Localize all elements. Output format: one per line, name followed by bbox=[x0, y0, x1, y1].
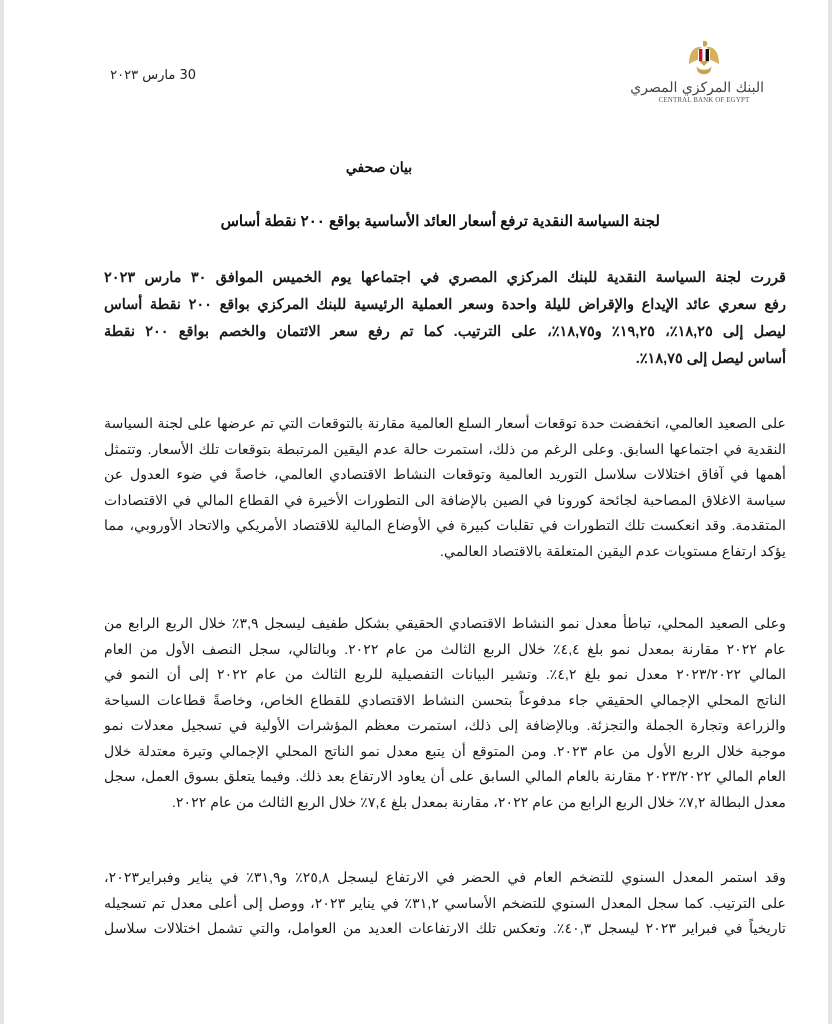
paragraph-line: أساس ليصل إلى ١٨,٧٥٪. bbox=[635, 351, 786, 367]
document-title: لجنة السياسة النقدية ترفع أسعار العائد الأساسية بواقع ٢٠٠ نقطة أساس bbox=[220, 213, 660, 230]
paragraph-line: والزراعة وتجارة الجملة والتجزئة. وبالإضافة إلى ذلك، استمرت معظم المؤشرات الأولية في تسجيل معدلات نمو bbox=[104, 718, 786, 734]
paragraph-line: أهمها في آفاق اختلالات سلاسل التوريد العالمية وتوقعات النشاط الاقتصادي العالمي، خاصةً في ضوء العدول عن bbox=[104, 467, 786, 483]
paragraph-line: على الترتيب. كما سجل المعدل السنوي للتضخم الأساسي ٣١,٢٪ في يناير ٢٠٢٣، ووصل إلى أعلى معدل تم تسجيله bbox=[104, 895, 786, 912]
paragraph-line: الناتج المحلي الإجمالي الحقيقي جاء مدفوعاً بتحسن النشاط الاقتصادي للقطاع الخاص، وخاصةً قطاعات السياحة bbox=[104, 692, 786, 709]
document-type-label: بيان صحفي bbox=[345, 159, 413, 175]
domestic-outlook-paragraph bbox=[104, 612, 786, 816]
paragraph-line: على الصعيد العالمي، انخفضت حدة توقعات أسعار السلع العالمية مقارنة بالتوقعات التي تم عرضها على لجنة السياسة bbox=[104, 416, 786, 432]
paragraph-line: تاريخياً في فبراير ٢٠٢٣ ليسجل ٤٠,٣٪. وتعكس تلك الارتفاعات العديد من العوامل، والتي تشمل اختلالات سلاسل bbox=[104, 921, 786, 937]
paragraph-line: ليصل إلى ١٨,٢٥٪، ١٩,٢٥٪ و١٨,٧٥٪، على الترتيب. كما تم رفع سعر الائتمان والخصم بواقع ٢٠٠ نقطة bbox=[104, 324, 786, 340]
paragraph-line: وعلى الصعيد المحلي، تباطأ معدل نمو النشاط الاقتصادي الحقيقي بشكل طفيف ليسجل ٣,٩٪ خلال الربع الرابع من bbox=[104, 616, 786, 632]
bank-name-english: CENTRAL BANK OF EGYPT bbox=[658, 96, 750, 104]
paragraph-line: المتقدمة. وقد انعكست تلك التطورات في تقلبات كبيرة في الأوضاع المالية للاقتصاد الأمريكي والاتحاد الأوروبي، مما bbox=[104, 518, 786, 534]
bank-name-arabic: البنك المركزي المصري bbox=[630, 80, 764, 96]
paragraph-line: وقد استمر المعدل السنوي للتضخم العام في الحضر في الارتفاع ليسجل ٢٥,٨٪ و٣١,٩٪ في يناير وفبراير٢٠٢٣، bbox=[104, 870, 786, 886]
inflation-paragraph bbox=[104, 866, 786, 943]
paragraph-line: معدل البطالة ٧,٢٪ خلال الربع الرابع من عام ٢٠٢٢، مقارنة بمعدل بلغ ٧,٤٪ خلال الربع الثالث من عام ٢٠٢٢. bbox=[171, 794, 786, 811]
global-outlook-paragraph bbox=[104, 412, 786, 565]
paragraph-line: المالي ٢٠٢٣/٢٠٢٢ معدل نمو بلغ ٤,٢٪. وتشير البيانات التفصيلية للربع الثالث من عام ٢٠٢٢ إلى أن النمو في bbox=[104, 667, 786, 683]
paragraph-line: النقدية في اجتماعها السابق. وعلى الرغم من ذلك، استمرت حالة عدم اليقين المرتبطة بتوقعات تلك الأسعار. وتتمثل bbox=[104, 441, 786, 458]
egypt-eagle-emblem-icon bbox=[684, 38, 724, 78]
paragraph-line: عام ٢٠٢٢ مقارنة بمعدل نمو بلغ ٤,٤٪ خلال الربع الثالث من عام ٢٠٢٢. وبالتالي، سجل النصف الأول من العام bbox=[104, 641, 786, 658]
paragraph-line: يؤكد ارتفاع مستويات عدم اليقين المتعلقة بالاقتصاد العالمي. bbox=[440, 543, 786, 560]
paragraph-line: موجبة خلال الربع الأول من عام ٢٠٢٣. ومن المتوقع أن يتبع معدل نمو الناتج المحلي الإجمالي وتيرة معتدلة خلال bbox=[104, 743, 786, 760]
document-date: 30 مارس ٢٠٢٣ bbox=[110, 68, 196, 83]
paragraph-line: العام المالي ٢٠٢٣/٢٠٢٢ مقارنة بالعام المالي السابق على أن يعاود الارتفاع بعد ذلك. وفيما يتعلق بسوق العمل، سجل bbox=[104, 769, 786, 785]
paragraph-line: رفع سعري عائد الإيداع والإقراض لليلة واحدة وسعر العملية الرئيسية للبنك المركزي بواقع ٢٠٠ نقطة أساس bbox=[104, 297, 786, 313]
central-bank-logo bbox=[630, 38, 764, 110]
paragraph-line: سياسة الاغلاق المصاحبة لجائحة كورونا في الصين بالإضافة الى التطورات الأخيرة في القطاع المالي في الاقتصادات bbox=[104, 492, 786, 509]
document-page bbox=[4, 0, 828, 1024]
paragraph-line: قررت لجنة السياسة النقدية للبنك المركزي المصري في اجتماعها يوم الخميس الموافق ٣٠ مارس ٢٠٢٣ bbox=[104, 270, 786, 286]
lead-paragraph bbox=[104, 265, 786, 373]
